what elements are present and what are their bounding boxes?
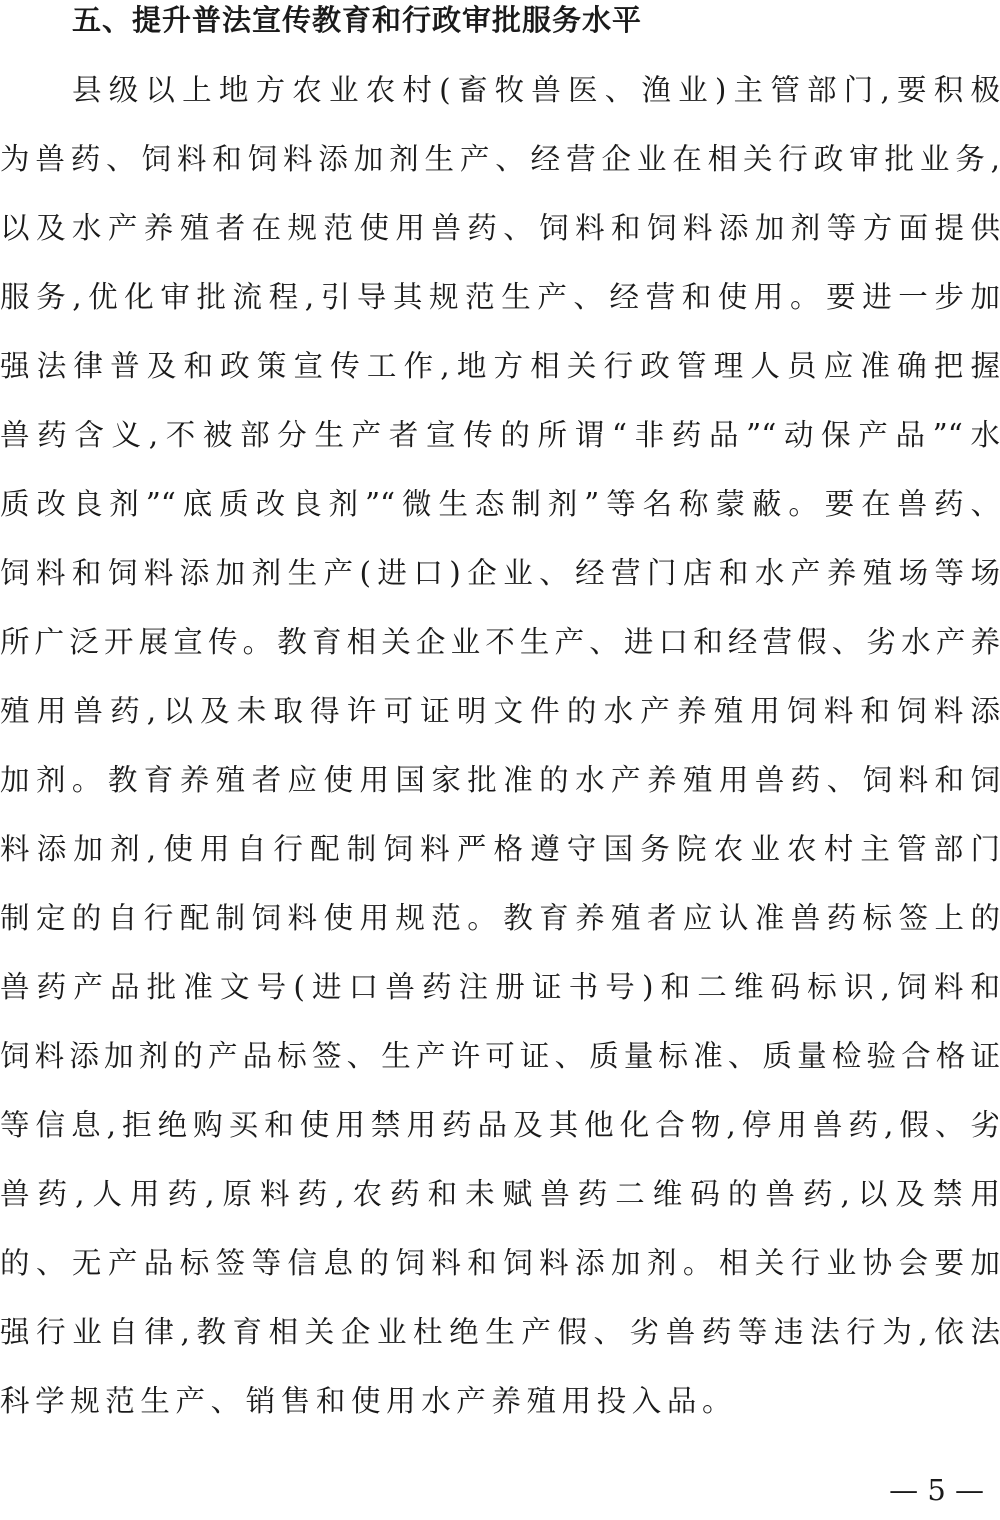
paragraph-line-16: 等信息,拒绝购买和使用禁用药品及其他化合物,停用兽药,假、劣 [0,1108,1000,1142]
paragraph-line-20: 科学规范生产、销售和使用水产养殖用投入品。 [0,1384,738,1418]
paragraph-line-14: 兽药产品批准文号(进口兽药注册证书号)和二维码标识,饲料和 [0,970,1000,1004]
paragraph-line-4: 服务,优化审批流程,引导其规范生产、经营和使用。要进一步加 [0,280,1000,314]
paragraph-line-9: 所广泛开展宣传。教育相关企业不生产、进口和经营假、劣水产养 [0,625,1000,659]
paragraph-line-8: 饲料和饲料添加剂生产(进口)企业、经营门店和水产养殖场等场 [0,556,1000,590]
paragraph-line-15: 饲料添加剂的产品标签、生产许可证、质量标准、质量检验合格证 [0,1039,1000,1073]
paragraph-line-17: 兽药,人用药,原料药,农药和未赋兽药二维码的兽药,以及禁用 [0,1177,1000,1211]
paragraph-line-6: 兽药含义,不被部分生产者宣传的所谓“非药品”“动保产品”“水 [0,418,1000,452]
section-heading: 五、提升普法宣传教育和行政审批服务水平 [72,3,643,37]
paragraph-line-19: 强行业自律,教育相关企业杜绝生产假、劣兽药等违法行为,依法 [0,1315,1000,1349]
paragraph-line-7: 质改良剂”“底质改良剂”“微生态制剂”等名称蒙蔽。要在兽药、 [0,487,1000,521]
paragraph-line-1: 县级以上地方农业农村(畜牧兽医、渔业)主管部门,要积极 [72,73,1000,107]
paragraph-line-3: 以及水产养殖者在规范使用兽药、饲料和饲料添加剂等方面提供 [0,211,1000,245]
paragraph-line-18: 的、无产品标签等信息的饲料和饲料添加剂。相关行业协会要加 [0,1246,1000,1280]
paragraph-line-10: 殖用兽药,以及未取得许可证明文件的水产养殖用饲料和饲料添 [0,694,1000,728]
paragraph-line-5: 强法律普及和政策宣传工作,地方相关行政管理人员应准确把握 [0,349,1000,383]
page-number: — 5 — [889,1473,984,1507]
paragraph-line-12: 料添加剂,使用自行配制饲料严格遵守国务院农业农村主管部门 [0,832,1000,866]
paragraph-line-13: 制定的自行配制饲料使用规范。教育养殖者应认准兽药标签上的 [0,901,1000,935]
paragraph-line-11: 加剂。教育养殖者应使用国家批准的水产养殖用兽药、饲料和饲 [0,763,1000,797]
paragraph-line-2: 为兽药、饲料和饲料添加剂生产、经营企业在相关行政审批业务, [0,142,1000,176]
